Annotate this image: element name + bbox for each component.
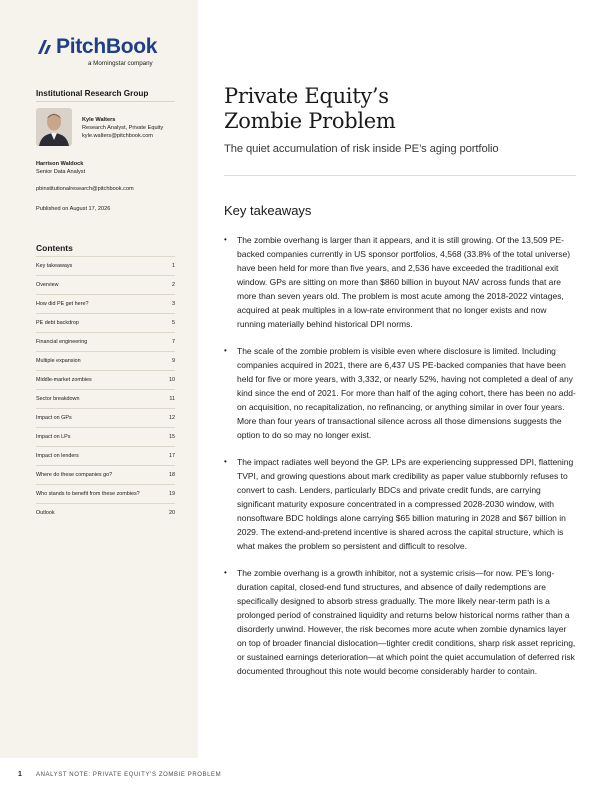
list-item <box>224 455 576 553</box>
author-kyle-walters <box>36 108 163 146</box>
toc-item-page: 20 <box>169 510 175 516</box>
published-date: Published on August 17, 2026 <box>36 206 111 212</box>
bullet-text: The scale of the zombie problem is visible even where disclosure is limited. Including companies acquired in 2021, there are 6,437 US PE-backed companies that have been held for five or more years, with 3,332, or nearly 52%, having not completed a deal of any kind since the end of 2021. For more than half of the aging cohort, there has been no add-on acquisition, no recapitalization, no refinancing, or anything similar in over four years. More than four years of transactional silence across all those dimensions suggests the option to do so may no longer exist. <box>237 346 576 440</box>
toc-item-label: Key takeaways <box>36 263 73 269</box>
toc-item-label: Multiple expansion <box>36 358 81 364</box>
toc-item-page: 19 <box>169 491 175 497</box>
toc-item[interactable] <box>36 503 175 522</box>
toc-item-label: PE debt backdrop <box>36 320 79 326</box>
toc-item-page: 7 <box>172 339 175 345</box>
toc-item-page: 18 <box>169 472 175 478</box>
toc-item-label: Overview <box>36 282 59 288</box>
toc-item-page: 10 <box>169 377 175 383</box>
author-name: Kyle Walters <box>82 117 116 123</box>
title-line-2: Zombie Problem <box>224 109 396 133</box>
author-harrison-waldock <box>36 160 85 176</box>
bullet-text: The impact radiates well beyond the GP. LPs are experiencing suppressed DPI, flattening TVPI, and growing questions about mark credibility as paper value stubbornly refuses to convert to cash. Lenders, particularly BDCs and private credit funds, are carrying significant maturity exposure concentrated in a compressed 2028-2030 window, with nonsoftware BDC holdings alone carrying $65 billion maturing in 2028 and $67 billion in 2029. The extend-and-pretend incentive is shared across the capital structure, which is what makes the problem so persistent and difficult to resolve. <box>237 457 574 551</box>
section-title: Key takeaways <box>224 203 312 218</box>
author-role: Senior Data Analyst <box>36 169 86 175</box>
toc-item[interactable] <box>36 275 175 294</box>
toc-item-label: Impact on lenders <box>36 453 79 459</box>
toc-item-page: 12 <box>169 415 175 421</box>
page-title <box>224 84 396 134</box>
toc-item[interactable] <box>36 256 175 275</box>
bullet-icon: • <box>224 235 227 244</box>
toc-item-page: 9 <box>172 358 175 364</box>
toc-item[interactable] <box>36 370 175 389</box>
toc-item[interactable] <box>36 427 175 446</box>
toc-item[interactable] <box>36 484 175 503</box>
toc-item[interactable] <box>36 389 175 408</box>
table-of-contents <box>36 256 175 522</box>
page-subtitle: The quiet accumulation of risk inside PE’s aging portfolio <box>224 143 499 155</box>
toc-item[interactable] <box>36 465 175 484</box>
footer-title: ANALYST NOTE: PRIVATE EQUITY’S ZOMBIE PROBLEM <box>36 772 222 778</box>
toc-item-page: 17 <box>169 453 175 459</box>
title-line-1: Private Equity’s <box>224 84 389 108</box>
toc-item[interactable] <box>36 408 175 427</box>
toc-item-label: Financial engineering <box>36 339 88 345</box>
toc-item-page: 1 <box>172 263 175 269</box>
toc-item-label: Impact on GPs <box>36 415 72 421</box>
logo-subtitle: a Morningstar company <box>88 60 153 67</box>
divider <box>36 101 175 102</box>
list-item <box>224 566 576 678</box>
bullet-text: The zombie overhang is larger than it appears, and it is still growing. Of the 13,509 PE-backed companies currently in US sponsor portfolios, 4,568 (33.8% of the total universe) have been held for more than five years, and 2,536 have exceeded the traditional exit window. GPs are sitting on more than $860 billion in buyout NAV across funds that are more than seven years old. The problem is most acute among the 2018-2022 vintages, acquired at peak multiples in a low-rate environment that no longer exists and now running materially behind historical DPI norms. <box>237 235 571 329</box>
toc-item-page: 11 <box>169 396 175 402</box>
contents-title: Contents <box>36 243 73 253</box>
toc-item-label: Outlook <box>36 510 55 516</box>
toc-item[interactable] <box>36 294 175 313</box>
toc-item[interactable] <box>36 351 175 370</box>
person-photo-icon <box>36 108 72 146</box>
research-group-title: Institutional Research Group <box>36 89 149 98</box>
bullet-icon: • <box>224 568 227 577</box>
toc-item-page: 3 <box>172 301 175 307</box>
author-name: Harrison Waldock <box>36 161 84 167</box>
divider <box>224 175 576 176</box>
toc-item-label: Where do these companies go? <box>36 472 113 478</box>
contact-email[interactable]: pbinstitutionalresearch@pitchbook.com <box>36 186 134 192</box>
toc-item[interactable] <box>36 332 175 351</box>
toc-item-label: Sector breakdown <box>36 396 80 402</box>
toc-item-label: Impact on LPs <box>36 434 71 440</box>
page-number: 1 <box>18 771 22 778</box>
toc-item-label: Middle-market zombies <box>36 377 92 383</box>
toc-item-page: 5 <box>172 320 175 326</box>
pitchbook-mark-icon <box>36 38 54 56</box>
toc-item-page: 15 <box>169 434 175 440</box>
author-email[interactable]: kyle.walters@pitchbook.com <box>82 133 153 139</box>
bullet-icon: • <box>224 457 227 466</box>
bullet-text: The zombie overhang is a growth inhibitor, not a systemic crisis—for now. PE’s long-duration capital, closed-end fund structures, and absence of daily redemptions are specifically designed to absorb stress gradually. The more likely near-term path is a prolonged period of constrained liquidity and returns below historical norms rather than a disorderly unwind. However, the risk becomes more acute when zombie dynamics layer on top of broader financial dislocation—tighter credit conditions, sharp risk asset repricing, or sustained earnings deterioration—at which point the quiet accumulation of deferred risk documented throughout this note would become considerably harder to contain. <box>237 568 576 676</box>
avatar <box>36 108 72 146</box>
key-takeaways-list <box>224 233 576 691</box>
pitchbook-logo <box>36 35 157 67</box>
list-item <box>224 233 576 331</box>
toc-item[interactable] <box>36 313 175 332</box>
logo-text: PitchBook <box>56 35 158 58</box>
toc-item[interactable] <box>36 446 175 465</box>
toc-item-page: 2 <box>172 282 175 288</box>
author-role: Research Analyst, Private Equity <box>82 125 164 131</box>
toc-item-label: How did PE get here? <box>36 301 89 307</box>
list-item <box>224 344 576 442</box>
bullet-icon: • <box>224 346 227 355</box>
toc-item-label: Who stands to benefit from these zombies? <box>36 491 140 497</box>
